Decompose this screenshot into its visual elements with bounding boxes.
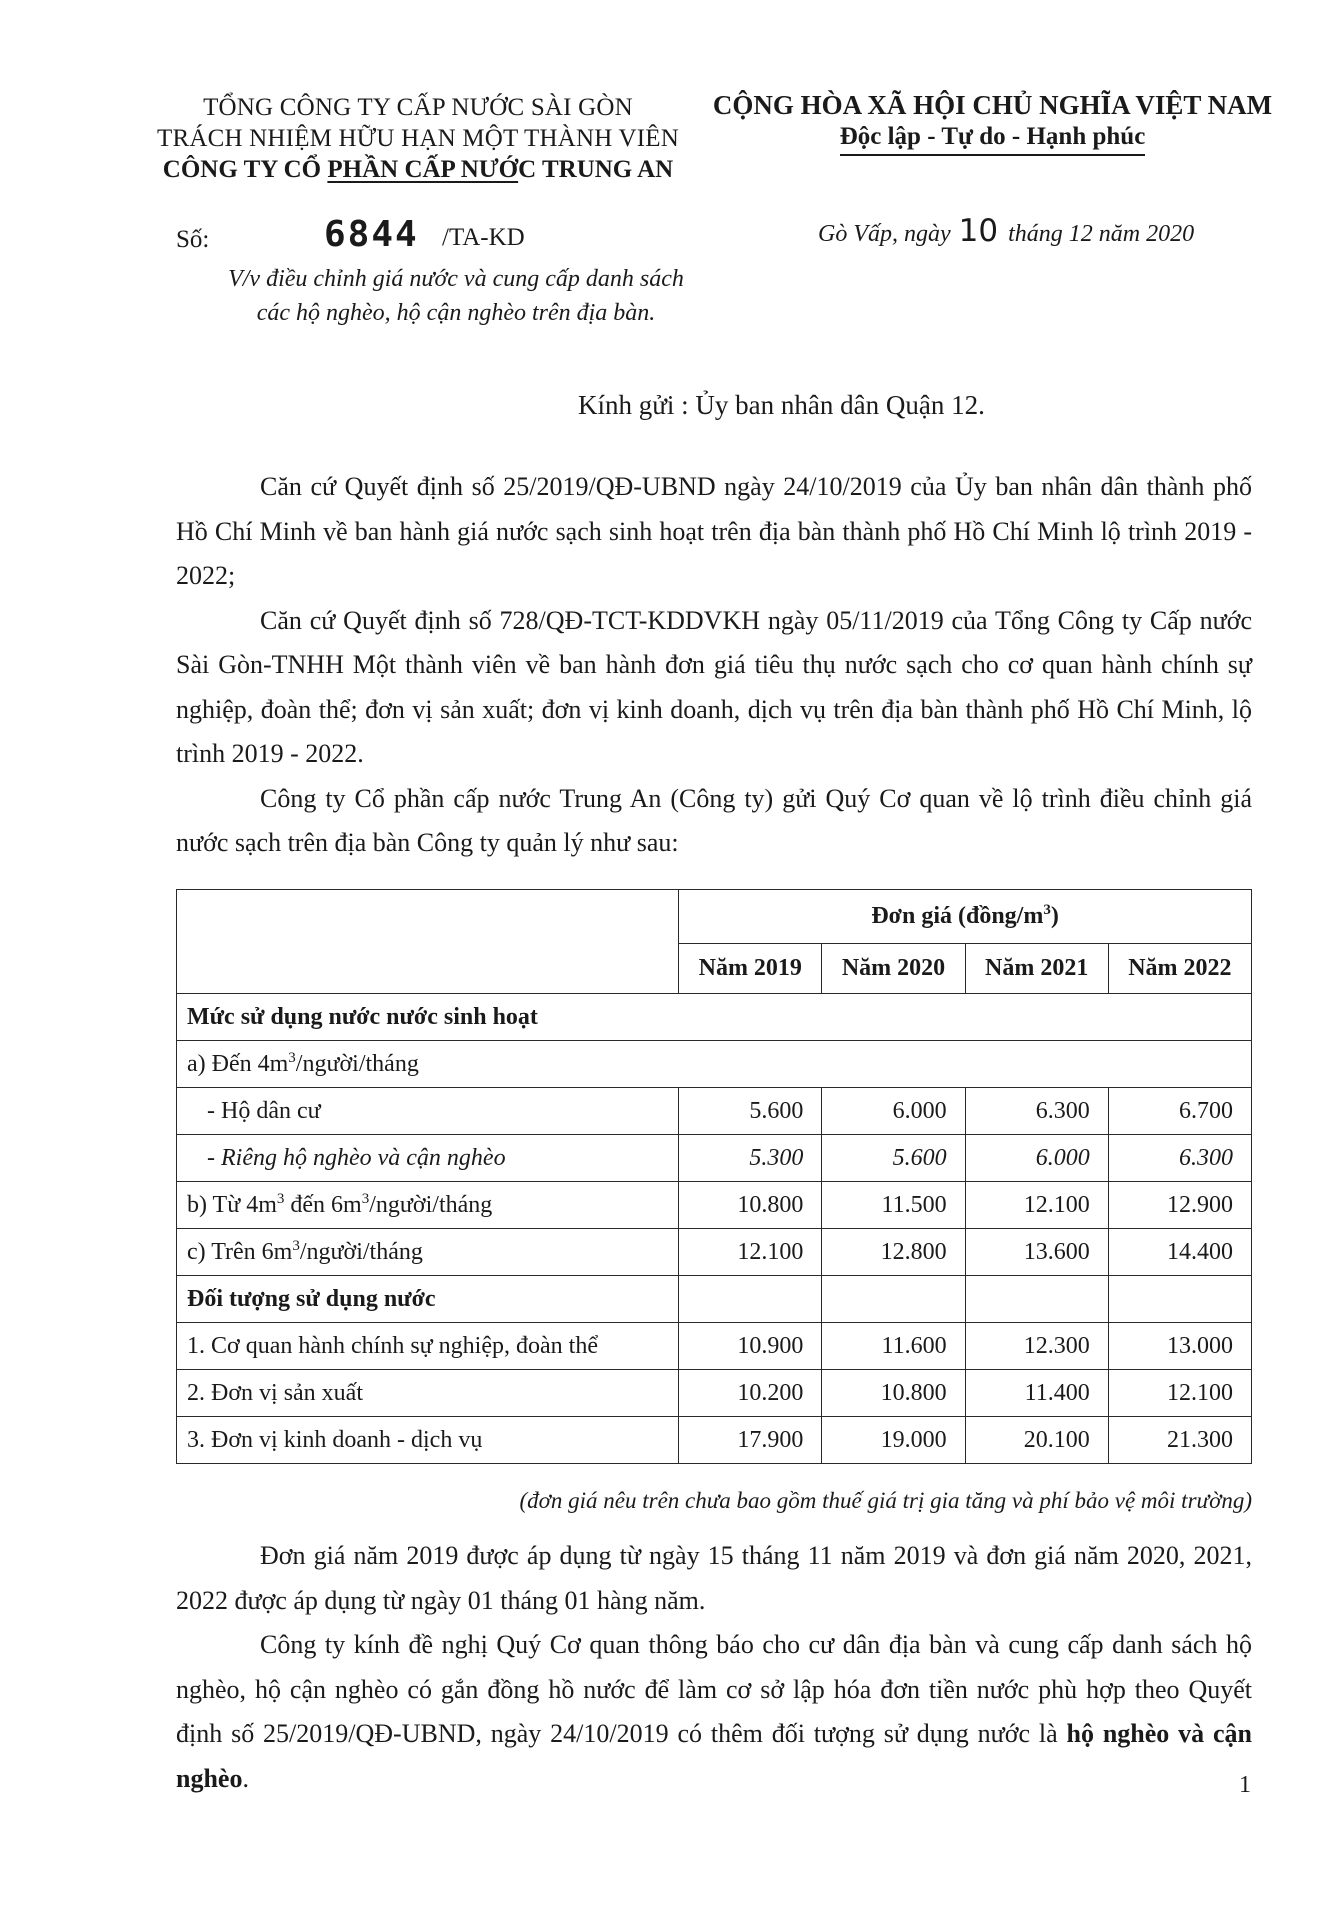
table-row xyxy=(177,1182,1252,1229)
table-cell: 12.100 xyxy=(679,1229,822,1276)
table-row xyxy=(177,1417,1252,1464)
paragraph-legal-basis-1: Căn cứ Quyết định số 25/2019/QĐ-UBND ngày 24/10/2019 của Ủy ban nhân dân thành phố Hồ Chí Minh về ban hành giá nước sạch sinh hoạt trên địa bàn thành phố Hồ Chí Minh lộ trình 2019 - 2022; xyxy=(176,472,1252,590)
row-label: b) Từ $4m^3$ đến $6m^3/người$/tháng xyxy=(177,1182,679,1229)
table-cell: 6.000 xyxy=(965,1135,1108,1182)
water-price-table xyxy=(176,889,1252,1464)
date-month-year: tháng 12 năm 2020 xyxy=(1008,221,1195,247)
table-section-row xyxy=(177,1276,1252,1323)
recipient-line: Kính gửi : Ủy ban nhân dân Quận 12. xyxy=(578,390,985,420)
table-row xyxy=(177,1135,1252,1182)
table-row xyxy=(177,1229,1252,1276)
poor-households-emphasis: hộ nghèo và cận nghèo xyxy=(176,1719,1252,1793)
table-cell: 6.700 xyxy=(1108,1088,1251,1135)
table-cell: 21.300 xyxy=(1108,1417,1251,1464)
table-cell: 12.900 xyxy=(1108,1182,1251,1229)
table-cell: 12.300 xyxy=(965,1323,1108,1370)
row-label: - Hộ dân cư xyxy=(177,1088,679,1135)
section-domestic-use: Mức sử dụng nước nước sinh hoạt xyxy=(177,994,1252,1041)
section-user-types: Đối tượng sử dụng nước xyxy=(177,1276,679,1323)
table-footnote: (đơn giá nêu trên chưa bao gồm thuế giá trị gia tăng và phí bảo vệ môi trường) xyxy=(519,1488,1252,1513)
organization-header xyxy=(118,92,718,185)
table-cell: 6.300 xyxy=(1108,1135,1251,1182)
document-number-value: 6844 xyxy=(324,214,419,255)
table-cell: 14.400 xyxy=(1108,1229,1251,1276)
table-row xyxy=(177,1041,1252,1088)
row-label: - Riêng hộ nghèo và cận nghèo xyxy=(177,1135,679,1182)
document-number-label: Số: xyxy=(176,226,210,253)
table-cell: 19.000 xyxy=(822,1417,965,1464)
org-company-name: CÔNG TY CỔ PHẦN CẤP NƯỚC TRUNG AN xyxy=(162,156,674,183)
table-cell: 10.800 xyxy=(822,1370,965,1417)
table-cell: 5.600 xyxy=(679,1088,822,1135)
table-cell xyxy=(965,1276,1108,1323)
table-cell xyxy=(822,1276,965,1323)
paragraph-intro-table: Công ty Cổ phần cấp nước Trung An (Công ty) gửi Quý Cơ quan về lộ trình điều chỉnh giá nước sạch trên địa bàn Công ty quản lý như sau: xyxy=(176,783,1252,857)
date-day: 10 xyxy=(958,213,999,249)
table-cell: 10.900 xyxy=(679,1323,822,1370)
table-cell xyxy=(1108,1276,1251,1323)
table-cell: 11.500 xyxy=(822,1182,965,1229)
document-date xyxy=(818,213,1194,249)
table-section-row xyxy=(177,994,1252,1041)
table-header-row xyxy=(177,890,1252,944)
row-label: 1. Cơ quan hành chính sự nghiệp, đoàn thể xyxy=(177,1323,679,1370)
year-header: Năm 2020 xyxy=(822,944,965,994)
table-cell: 13.600 xyxy=(965,1229,1108,1276)
subject-line-2: các hộ nghèo, hộ cận nghèo trên địa bàn. xyxy=(256,300,656,326)
table-cell: 13.000 xyxy=(1108,1323,1251,1370)
year-header: Năm 2021 xyxy=(965,944,1108,994)
year-header: Năm 2022 xyxy=(1108,944,1251,994)
table-row xyxy=(177,1370,1252,1417)
national-header xyxy=(700,88,1285,156)
body-conclusion xyxy=(176,1534,1252,1801)
table-cell: 10.800 xyxy=(679,1182,822,1229)
table-cell: 12.100 xyxy=(1108,1370,1251,1417)
table-cell: 12.800 xyxy=(822,1229,965,1276)
body-intro xyxy=(176,465,1252,866)
nation-title: CỘNG HÒA XÃ HỘI CHỦ NGHĨA VIỆT NAM xyxy=(712,90,1273,120)
table-cell: 11.600 xyxy=(822,1323,965,1370)
table-cell: 6.300 xyxy=(965,1088,1108,1135)
subject-line-1: V/v điều chỉnh giá nước và cung cấp danh sách xyxy=(228,266,684,292)
price-unit-header: Đơn giá $(đồng/m^3)$ xyxy=(679,890,1252,944)
document-subject xyxy=(176,262,736,330)
table-row xyxy=(177,1088,1252,1135)
table-cell: 5.300 xyxy=(679,1135,822,1182)
table-corner-cell xyxy=(177,890,679,994)
org-parent-name: TỔNG CÔNG TY CẤP NƯỚC SÀI GÒN xyxy=(203,94,633,121)
table-cell: 11.400 xyxy=(965,1370,1108,1417)
date-place: Gò Vấp, ngày xyxy=(818,221,951,247)
table-cell: 20.100 xyxy=(965,1417,1108,1464)
table-row xyxy=(177,1323,1252,1370)
paragraph-legal-basis-2: Căn cứ Quyết định số 728/QĐ-TCT-KDDVKH ngày 05/11/2019 của Tổng Công ty Cấp nước Sài Gòn-TNHH Một thành viên về ban hành đơn giá tiêu thụ nước sạch cho cơ quan hành chính sự nghiệp, đoàn thể; đơn vị sản xuất; đơn vị kinh doanh, dịch vụ trên địa bàn thành phố Hồ Chí Minh, lộ trình 2019 - 2022. xyxy=(176,605,1252,768)
table-cell: 12.100 xyxy=(965,1182,1108,1229)
table-cell: 5.600 xyxy=(822,1135,965,1182)
table-cell: 17.900 xyxy=(679,1417,822,1464)
row-label: 2. Đơn vị sản xuất xyxy=(177,1370,679,1417)
table-cell: 10.200 xyxy=(679,1370,822,1417)
national-motto: Độc lập - Tự do - Hạnh phúc xyxy=(840,122,1146,156)
paragraph-effective-dates: Đơn giá năm 2019 được áp dụng từ ngày 15 tháng 11 năm 2019 và đơn giá năm 2020, 2021, 2022 được áp dụng từ ngày 01 tháng 01 hàng năm. xyxy=(176,1541,1252,1615)
row-label: 3. Đơn vị kinh doanh - dịch vụ xyxy=(177,1417,679,1464)
year-header: Năm 2019 xyxy=(679,944,822,994)
table-cell: 6.000 xyxy=(822,1088,965,1135)
paragraph-request: Công ty kính đề nghị Quý Cơ quan thông báo cho cư dân địa bàn và cung cấp danh sách hộ nghèo, hộ cận nghèo có gắn đồng hồ nước để làm cơ sở lập hóa đơn tiền nước phù hợp theo Quyết định số 25/2019/QĐ-UBND, ngày 24/10/2019 có thêm đối tượng sử dụng nước là hộ nghèo và cận nghèo. xyxy=(176,1630,1252,1793)
org-parent-type: TRÁCH NHIỆM HỮU HẠN MỘT THÀNH VIÊN xyxy=(156,125,680,152)
document-number-suffix: /TA-KD xyxy=(442,224,525,251)
row-label: a) Đến $4m^3/người$/tháng xyxy=(177,1041,1252,1088)
page-number: 1 xyxy=(1239,1772,1251,1798)
row-label: c) Trên $6m^3/người$/tháng xyxy=(177,1229,679,1276)
table-cell xyxy=(679,1276,822,1323)
